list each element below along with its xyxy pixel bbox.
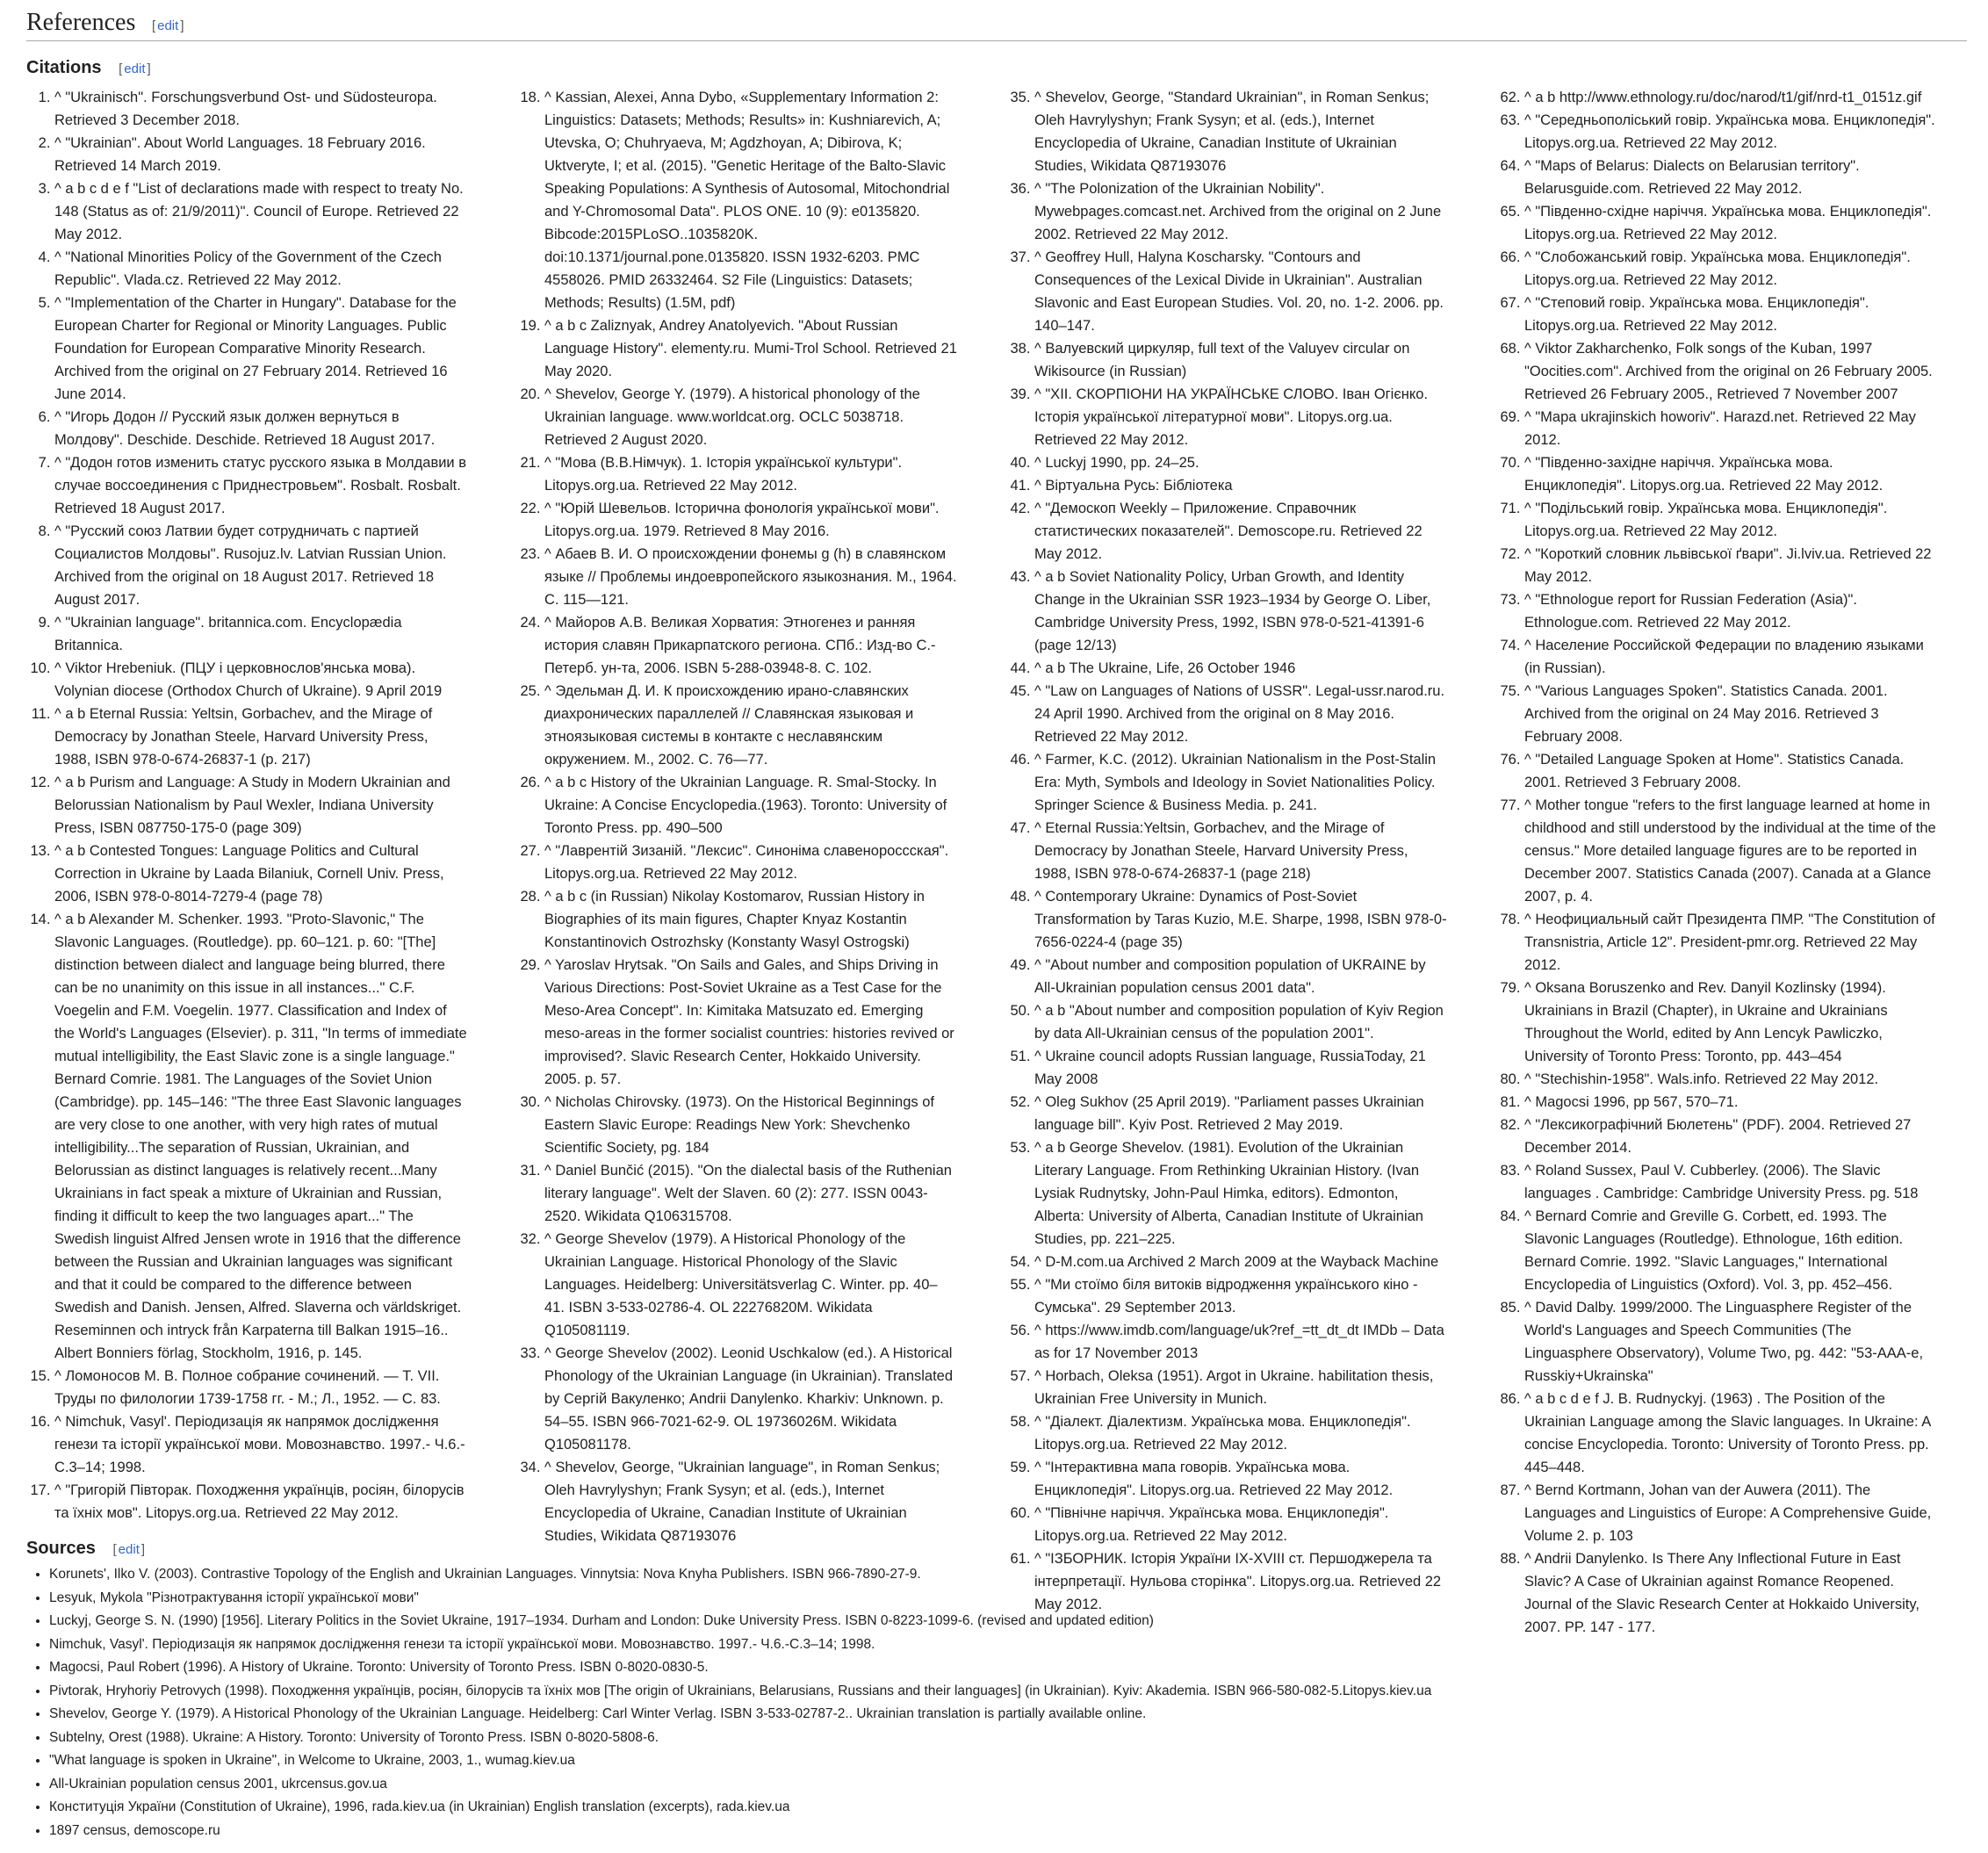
- citation-item[interactable]: 2. ^ "Ukrainian". About World Languages. 18 February 2016. Retrieved 14 March 2019.: [54, 132, 467, 177]
- citation-item[interactable]: 20. ^ Shevelov, George Y. (1979). A historical phonology of the Ukrainian language. www.worldcat.org. OCLC 5038718. Retrieved 2 August 2020.: [544, 383, 957, 451]
- sources-heading: [26, 1539, 145, 1559]
- citation-item[interactable]: 22. ^ "Юрій Шевельов. Історична фонологія української мови". Litopys.org.ua. 1979. Retrieved 8 May 2016.: [544, 497, 957, 543]
- source-item[interactable]: • Luckyj, George S. N. (1990) [1956]. Literary Politics in the Soviet Ukraine, 1917–1934. Durham and London: Duke University Press. ISBN 0-8223-1099-6. (revised and updated edition): [49, 1610, 1958, 1633]
- citation-item[interactable]: 3. ^ a b c d e f "List of declarations made with respect to treaty No. 148 (Status as of: 21/9/2011)". Council of Europe. Retrieved 22 May 2012.: [54, 177, 467, 246]
- citation-item[interactable]: 56. ^ https://www.imdb.com/language/uk?ref_=tt_dt_dt IMDb – Data as for 17 November 2013: [1034, 1319, 1447, 1365]
- citation-item[interactable]: 44. ^ a b The Ukraine, Life, 26 October 1946: [1034, 657, 1447, 680]
- citation-item[interactable]: 62. ^ a b http://www.ethnology.ru/doc/narod/t1/gif/nrd-t1_0151z.gif: [1524, 86, 1937, 109]
- citation-item[interactable]: 55. ^ "Ми стоїмо біля витоків відродження українського кіно - Сумська". 29 September 2013.: [1034, 1273, 1447, 1319]
- citation-item[interactable]: 49. ^ "About number and composition population of UKRAINE by All-Ukrainian population census 2001 data".: [1034, 954, 1447, 999]
- citation-item[interactable]: 88. ^ Andrii Danylenko. Is There Any Inflectional Future in East Slavic? A Case of Ukrainian against Romance Reopened. Journal of the Slavic Research Center at Hokkaido University, 2007. PP. 147 - 177.: [1524, 1547, 1937, 1639]
- citation-item[interactable]: 5. ^ "Implementation of the Charter in Hungary". Database for the European Charter for Regional or Minority Languages. Public Foundation for European Comparative Minority Research. Archived from the original on 27 February 2014. Retrieved 16 June 2014.: [54, 292, 467, 406]
- citation-item[interactable]: 87. ^ Bernd Kortmann, Johan van der Auwera (2011). The Languages and Linguistics of Europe: A Comprehensive Guide, Volume 2. p. 103: [1524, 1479, 1937, 1547]
- references-title: References: [26, 9, 136, 36]
- citation-item[interactable]: 46. ^ Farmer, K.C. (2012). Ukrainian Nationalism in the Post-Stalin Era: Myth, Symbols and Ideology in Soviet Nationalities Policy. Springer Science & Business Media. p. 241.: [1034, 748, 1447, 817]
- citation-item[interactable]: 66. ^ "Слобожанський говір. Українська мова. Енциклопедія". Litopys.org.ua. Retrieved 22 May 2012.: [1524, 246, 1937, 292]
- citation-item[interactable]: 10. ^ Viktor Hrebeniuk. (ПЦУ і церковнослов'янська мова). Volynian diocese (Orthodox Church of Ukraine). 9 April 2019: [54, 657, 467, 703]
- citation-item[interactable]: 54. ^ D-M.com.ua Archived 2 March 2009 at the Wayback Machine: [1034, 1251, 1447, 1273]
- citation-item[interactable]: 74. ^ Население Российской Федерации по владению языками (in Russian).: [1524, 634, 1937, 680]
- citation-item[interactable]: 38. ^ Валуевский циркуляр, full text of the Valuyev circular on Wikisource (in Russian): [1034, 337, 1447, 383]
- source-item[interactable]: • Korunets', Ilko V. (2003). Contrastive Topology of the English and Ukrainian Languages. Vinnytsia: Nova Knyha Publishers. ISBN 966-7890-27-9.: [49, 1563, 1958, 1587]
- citations-column-1: [11, 86, 467, 1525]
- citation-item[interactable]: 9. ^ "Ukrainian language". britannica.com. Encyclopædia Britannica.: [54, 611, 467, 657]
- citation-item[interactable]: 36. ^ "The Polonization of the Ukrainian Nobility". Mywebpages.comcast.net. Archived from the original on 2 June 2002. Retrieved 22 May 2012.: [1034, 177, 1447, 246]
- references-edit: [ edit ]: [151, 18, 184, 33]
- citation-item[interactable]: 84. ^ Bernard Comrie and Greville G. Corbett, ed. 1993. The Slavonic Languages (Routledge). Ethnologue, 16th edition. Bernard Comrie. 1992. "Slavic Languages," International Encyclopedia of Linguistics (Oxford). Vol. 3, pp. 452–456.: [1524, 1205, 1937, 1296]
- citation-item[interactable]: 64. ^ "Maps of Belarus: Dialects on Belarusian territory". Belarusguide.com. Retrieved 22 May 2012.: [1524, 155, 1937, 200]
- citation-item[interactable]: 67. ^ "Степовий говір. Українська мова. Енциклопедія". Litopys.org.ua. Retrieved 22 May 2012.: [1524, 292, 1937, 337]
- source-item[interactable]: • 1897 census, demoscope.ru: [49, 1820, 1958, 1843]
- source-item[interactable]: • Nimchuk, Vasyl'. Періодизація як напрямок дослідження генези та історії української мови. Мовознавство. 1997.- Ч.6.-С.3–14; 1998.: [49, 1633, 1958, 1657]
- citation-item[interactable]: 86. ^ a b c d e f J. B. Rudnyckyj. (1963) . The Position of the Ukrainian Language among the Slavic languages. In Ukraine: A concise Encyclopedia. Toronto: University of Toronto Press. pp. 445–448.: [1524, 1388, 1937, 1479]
- citation-item[interactable]: 69. ^ "Mapa ukrajinskich howoriv". Harazd.net. Retrieved 22 May 2012.: [1524, 406, 1937, 451]
- citation-item[interactable]: 63. ^ "Середньополіський говір. Українська мова. Енциклопедія". Litopys.org.ua. Retrieved 22 May 2012.: [1524, 109, 1937, 155]
- source-item[interactable]: • Magocsi, Paul Robert (1996). A History of Ukraine. Toronto: University of Toronto Press. ISBN 0-8020-0830-5.: [49, 1656, 1958, 1680]
- citation-item[interactable]: 80. ^ "Stechishin-1958". Wals.info. Retrieved 22 May 2012.: [1524, 1068, 1937, 1091]
- citation-item[interactable]: 47. ^ Eternal Russia:Yeltsin, Gorbachev, and the Mirage of Democracy by Jonathan Steele, Harvard University Press, 1988, ISBN 978-0-674-26837-1 (page 218): [1034, 817, 1447, 885]
- citation-item[interactable]: 68. ^ Viktor Zakharchenko, Folk songs of the Kuban, 1997 "Oocities.com". Archived from the original on 26 February 2005. Retrieved 26 February 2005., Retrieved 7 November 2007: [1524, 337, 1937, 406]
- citation-item[interactable]: 81. ^ Magocsi 1996, pp 567, 570–71.: [1524, 1091, 1937, 1114]
- citation-item[interactable]: 78. ^ Неофициальный сайт Президента ПМР. "The Constitution of Transnistria, Article 12". President-pmr.org. Retrieved 22 May 2012.: [1524, 908, 1937, 977]
- citation-item[interactable]: 79. ^ Oksana Boruszenko and Rev. Danyil Kozlinsky (1994). Ukrainians in Brazil (Chapter), in Ukraine and Ukrainians Throughout the World, edited by Ann Lencyk Pawliczko, University of Toronto Press: Toronto, pp. 443–454: [1524, 977, 1937, 1068]
- citation-item[interactable]: 21. ^ "Мова (В.В.Німчук). 1. Історія української культури". Litopys.org.ua. Retrieved 22 May 2012.: [544, 451, 957, 497]
- citations-title: Citations: [26, 58, 102, 77]
- citations-column-2: [501, 86, 957, 1547]
- citation-item[interactable]: 61. ^ "ІЗБОРНИК. Історія України IX-XVIII ст. Першоджерела та інтерпретації. Нульова сторінка". Litopys.org.ua. Retrieved 22 May 2012.: [1034, 1547, 1447, 1616]
- citation-item[interactable]: 29. ^ Yaroslav Hrytsak. "On Sails and Gales, and Ships Driving in Various Directions: Post-Soviet Ukraine as a Test Case for the Meso-Area Concept". In: Kimitaka Matsuzato ed. Emerging meso-areas in the former socialist countries: histories revived or improvised?. Slavic Research Center, Hokkaido University. 2005. p. 57.: [544, 954, 957, 1091]
- citation-item[interactable]: 23. ^ Абаев В. И. О происхождении фонемы g (h) в славянском языке // Проблемы индоевропейского языкознания. М., 1964. С. 115—121.: [544, 543, 957, 611]
- citation-item[interactable]: 76. ^ "Detailed Language Spoken at Home". Statistics Canada. 2001. Retrieved 3 February 2008.: [1524, 748, 1937, 794]
- citations-list-1: [11, 86, 467, 1525]
- source-item[interactable]: • Lesyuk, Mykola "Різнотрактування історії української мови": [49, 1587, 1958, 1611]
- citation-item[interactable]: 70. ^ "Південно-західне наріччя. Українська мова. Енциклопедія". Litopys.org.ua. Retrieved 22 May 2012.: [1524, 451, 1937, 497]
- citation-item[interactable]: 32. ^ George Shevelov (1979). A Historical Phonology of the Ukrainian Language. Historical Phonology of the Slavic Languages. Heidelberg: Universitätsverlag C. Winter. pp. 40–41. ISBN 3-533-02786-4. OL 22276820M. Wikidata Q105081119.: [544, 1228, 957, 1342]
- citation-item[interactable]: 33. ^ George Shevelov (2002). Leonid Uschkalow (ed.). A Historical Phonology of the Ukrainian Language (in Ukrainian). Translated by Сергій Вакуленко; Andrii Danylenko. Kharkiv: Unknown. p. 54–55. ISBN 966-7021-62-9. OL 19736026M. Wikidata Q105081178.: [544, 1342, 957, 1456]
- citation-item[interactable]: 77. ^ Mother tongue "refers to the first language learned at home in childhood and still understood by the individual at the time of the census." More detailed language figures are to be reported in December 2007. Statistics Canada (2007). Canada at a Glance 2007, p. 4.: [1524, 794, 1937, 908]
- citations-heading: [26, 58, 151, 78]
- references-edit-link[interactable]: edit: [157, 18, 179, 33]
- source-item[interactable]: • Shevelov, George Y. (1979). A Historical Phonology of the Ukrainian Language. Heidelberg: Carl Winter Verlag. ISBN 3-533-02787-2.. Ukrainian translation is partially available online.: [49, 1703, 1958, 1727]
- citation-item[interactable]: 73. ^ "Ethnologue report for Russian Federation (Asia)". Ethnologue.com. Retrieved 22 May 2012.: [1524, 588, 1937, 634]
- citation-item[interactable]: 11. ^ a b Eternal Russia: Yeltsin, Gorbachev, and the Mirage of Democracy by Jonathan Steele, Harvard University Press, 1988, ISBN 978-0-674-26837-1 (p. 217): [54, 703, 467, 771]
- citation-item[interactable]: 12. ^ a b Purism and Language: A Study in Modern Ukrainian and Belorussian Nationalism by Paul Wexler, Indiana University Press, ISBN 087750-175-0 (page 309): [54, 771, 467, 840]
- citation-item[interactable]: 25. ^ Эдельман Д. И. К происхождению ирано-славянских диахронических параллелей // Славянская языковая и этноязыковая системы в контакте с неславянским окружением. М., 2002. С. 76—77.: [544, 680, 957, 771]
- citation-item[interactable]: 42. ^ "Демоскоп Weekly – Приложение. Справочник статистических показателей". Demoscope.ru. Retrieved 22 May 2012.: [1034, 497, 1447, 566]
- citations-edit-link[interactable]: edit: [124, 61, 146, 76]
- citation-item[interactable]: 34. ^ Shevelov, George, "Ukrainian language", in Roman Senkus; Oleh Havrylyshyn; Frank Sysyn; et al. (eds.), Internet Encyclopedia of Ukraine, Canadian Institute of Ukrainian Studies, Wikidata Q87193076: [544, 1456, 957, 1547]
- citation-item[interactable]: 6. ^ "Игорь Додон // Русский язык должен вернуться в Молдову". Deschide. Deschide. Retrieved 18 August 2017.: [54, 406, 467, 451]
- citation-item[interactable]: 58. ^ "Діалект. Діалектизм. Українська мова. Енциклопедія". Litopys.org.ua. Retrieved 22 May 2012.: [1034, 1410, 1447, 1456]
- citation-item[interactable]: 26. ^ a b c History of the Ukrainian Language. R. Smal-Stocky. In Ukraine: A Concise Encyclopedia.(1963). Toronto: University of Toronto Press. pp. 490–500: [544, 771, 957, 840]
- citation-item[interactable]: 51. ^ Ukraine council adopts Russian language, RussiaToday, 21 May 2008: [1034, 1045, 1447, 1091]
- citation-item[interactable]: 60. ^ "Північне наріччя. Українська мова. Енциклопедія". Litopys.org.ua. Retrieved 22 May 2012.: [1034, 1502, 1447, 1547]
- citation-item[interactable]: 45. ^ "Law on Languages of Nations of USSR". Legal-ussr.narod.ru. 24 April 1990. Archived from the original on 8 May 2016. Retrieved 22 May 2012.: [1034, 680, 1447, 748]
- source-item[interactable]: • Subtelny, Orest (1988). Ukraine: A History. Toronto: University of Toronto Press. ISBN 0-8020-5808-6.: [49, 1727, 1958, 1750]
- citations-list-4: [1480, 86, 1937, 1639]
- source-item[interactable]: • All-Ukrainian population census 2001, ukrcensus.gov.ua: [49, 1773, 1958, 1797]
- citation-item[interactable]: 24. ^ Майоров А.В. Великая Хорватия: Этногенез и ранняя история славян Прикарпатского региона. СПб.: Изд-во С.-Петерб. ун-та, 2006. ISBN 5-288-03948-8. С. 102.: [544, 611, 957, 680]
- sources-list: [26, 1563, 1958, 1842]
- citation-item[interactable]: 13. ^ a b Contested Tongues: Language Politics and Cultural Correction in Ukraine by Laada Bilaniuk, Cornell Univ. Press, 2006, ISBN 978-0-8014-7279-4 (page 78): [54, 840, 467, 908]
- citations-list-3: [990, 86, 1447, 1616]
- citation-item[interactable]: 4. ^ "National Minorities Policy of the Government of the Czech Republic". Vlada.cz. Retrieved 22 May 2012.: [54, 246, 467, 292]
- citation-item[interactable]: 83. ^ Roland Sussex, Paul V. Cubberley. (2006). The Slavic languages . Cambridge: Cambridge University Press. pg. 518: [1524, 1159, 1937, 1205]
- citation-item[interactable]: 40. ^ Luckyj 1990, pp. 24–25.: [1034, 451, 1447, 474]
- source-item[interactable]: • "What language is spoken in Ukraine", in Welcome to Ukraine, 2003, 1., wumag.kiev.ua: [49, 1749, 1958, 1773]
- citation-item[interactable]: 85. ^ David Dalby. 1999/2000. The Linguasphere Register of the World's Languages and Speech Communities (The Linguasphere Observatory), Volume Two, pg. 442: "53-AAA-e, Russkiy+Ukrainska": [1524, 1296, 1937, 1388]
- citations-column-3: [990, 86, 1447, 1616]
- citation-item[interactable]: 59. ^ "Інтерактивна мапа говорів. Українська мова. Енциклопедія". Litopys.org.ua. Retrieved 22 May 2012.: [1034, 1456, 1447, 1502]
- citation-item[interactable]: 28. ^ a b c (in Russian) Nikolay Kostomarov, Russian History in Biographies of its main figures, Chapter Knyaz Kostantin Konstantinovich Ostrozhsky (Konstanty Wasyl Ostrogski): [544, 885, 957, 954]
- citation-item[interactable]: 27. ^ "Лаврентій Зизаній. "Лексис". Синоніма славенороссская". Litopys.org.ua. Retrieved 22 May 2012.: [544, 840, 957, 885]
- citations-edit: [ edit ]: [119, 61, 151, 76]
- source-item[interactable]: • Конституція України (Constitution of Ukraine), 1996, rada.kiev.ua (in Ukrainian) English translation (excerpts), rada.kiev.ua: [49, 1796, 1958, 1820]
- citation-item[interactable]: 48. ^ Contemporary Ukraine: Dynamics of Post-Soviet Transformation by Taras Kuzio, M.E. Sharpe, 1998, ISBN 978-0-7656-0224-4 (page 35): [1034, 885, 1447, 954]
- citation-item[interactable]: 18. ^ Kassian, Alexei, Anna Dybo, «Supplementary Information 2: Linguistics: Datasets; Methods; Results» in: Kushniarevich, A; Utevska, O; Chuhryaeva, M; Agdzhoyan, A; Dibirova, K; Uktveryte, I; et al. (2015). "Genetic Heritage of the Balto-Slavic Speaking Populations: A Synthesis of Autosomal, Mitochondrial and Y-Chromosomal Data". PLOS ONE. 10 (9): e0135820. Bibcode:2015PLoSO..1035820K. doi:10.1371/journal.pone.0135820. ISSN 1932-6203. PMC 4558026. PMID 26332464. S2 File (Linguistics: Datasets; Methods; Results) (1.5M, pdf): [544, 86, 957, 314]
- citation-item[interactable]: 39. ^ "XII. СКОРПІОНИ НА УКРАЇНСЬКЕ СЛОВО. Іван Огієнко. Історія української літературної мови". Litopys.org.ua. Retrieved 22 May 2012.: [1034, 383, 1447, 451]
- citation-item[interactable]: 37. ^ Geoffrey Hull, Halyna Koscharsky. "Contours and Consequences of the Lexical Divide in Ukrainian". Australian Slavonic and East European Studies. Vol. 20, no. 1-2. 2006. pp. 140–147.: [1034, 246, 1447, 337]
- citation-item[interactable]: 14. ^ a b Alexander M. Schenker. 1993. "Proto-Slavonic," The Slavonic Languages. (Routledge). pp. 60–121. p. 60: "[The] distinction between dialect and language being blurred, there can be no unanimity on this issue in all instances..." C.F. Voegelin and F.M. Voegelin. 1977. Classification and Index of the World's Languages (Elsevier). p. 311, "In terms of immediate mutual intelligibility, the East Slavic zone is a single language." Bernard Comrie. 1981. The Languages of the Soviet Union (Cambridge). pp. 145–146: "The three East Slavonic languages are very close to one another, with very high rates of mutual intelligibility...The separation of Russian, Ukrainian, and Belorussian as distinct languages is relatively recent...Many Ukrainians in fact speak a mixture of Ukrainian and Russian, finding it difficult to keep the two languages apart..." The Swedish linguist Alfred Jensen wrote in 1916 that the difference between the Russian and Ukrainian languages was significant and that it could be compared to the difference between Swedish and Danish. Jensen, Alfred. Slaverna och världskriget. Reseminnen och intryck från Karpaterna till Balkan 1915–16.. Albert Bonniers förlag, Stockholm, 1916, p. 145.: [54, 908, 467, 1365]
- citation-item[interactable]: 75. ^ "Various Languages Spoken". Statistics Canada. 2001. Archived from the original on 24 May 2016. Retrieved 3 February 2008.: [1524, 680, 1937, 748]
- citations-column-4: [1480, 86, 1937, 1639]
- citation-item[interactable]: 72. ^ "Короткий словник львівської ґвари". Ji.lviv.ua. Retrieved 22 May 2012.: [1524, 543, 1937, 588]
- citation-item[interactable]: 30. ^ Nicholas Chirovsky. (1973). On the Historical Beginnings of Eastern Slavic Europe: Readings New York: Shevchenko Scientific Society, pg. 184: [544, 1091, 957, 1159]
- sources-edit: [ edit ]: [112, 1542, 146, 1557]
- references-heading: [26, 9, 1967, 41]
- source-item[interactable]: • Pivtorak, Hryhoriy Petrovych (1998). Походження українців, росіян, білорусів та їхніх мов [The origin of Ukrainians, Belarusians, Russians and their languages] (in Ukrainian). Kyiv: Akademia. ISBN 966-580-082-5.Litopys.kiev.ua: [49, 1680, 1958, 1704]
- citations-list-2: [501, 86, 957, 1547]
- citation-item[interactable]: 71. ^ "Подільський говір. Українська мова. Енциклопедія". Litopys.org.ua. Retrieved 22 May 2012.: [1524, 497, 1937, 543]
- citation-item[interactable]: 82. ^ "Лексикографічний Бюлетень" (PDF). 2004. Retrieved 27 December 2014.: [1524, 1114, 1937, 1159]
- citation-item[interactable]: 52. ^ Oleg Sukhov (25 April 2019). "Parliament passes Ukrainian language bill". Kyiv Post. Retrieved 2 May 2019.: [1034, 1091, 1447, 1136]
- citation-item[interactable]: 43. ^ a b Soviet Nationality Policy, Urban Growth, and Identity Change in the Ukrainian SSR 1923–1934 by George O. Liber, Cambridge University Press, 1992, ISBN 978-0-521-41391-6 (page 12/13): [1034, 566, 1447, 657]
- citation-item[interactable]: 16. ^ Nimchuk, Vasyl'. Періодизація як напрямок дослідження генези та історії української мови. Мовознавство. 1997.- Ч.6.-С.3–14; 1998.: [54, 1410, 467, 1479]
- citation-item[interactable]: 53. ^ a b George Shevelov. (1981). Evolution of the Ukrainian Literary Language. From Rethinking Ukrainian History. (Ivan Lysiak Rudnytsky, John-Paul Himka, editors). Edmonton, Alberta: University of Alberta, Canadian Institute of Ukrainian Studies, pp. 221–225.: [1034, 1136, 1447, 1251]
- sources-title: Sources: [26, 1539, 96, 1558]
- citation-item[interactable]: 41. ^ Віртуальна Русь: Бібліотека: [1034, 474, 1447, 497]
- citation-item[interactable]: 35. ^ Shevelov, George, "Standard Ukrainian", in Roman Senkus; Oleh Havrylyshyn; Frank Sysyn; et al. (eds.), Internet Encyclopedia of Ukraine, Canadian Institute of Ukrainian Studies, Wikidata Q87193076: [1034, 86, 1447, 177]
- citation-item[interactable]: 1. ^ "Ukrainisch". Forschungsverbund Ost- und Südosteuropa. Retrieved 3 December 2018.: [54, 86, 467, 132]
- citation-item[interactable]: 15. ^ Ломоносов М. В. Полное собрание сочинений. — Т. VII. Труды по филологии 1739-1758 гг. - М.; Л., 1952. — С. 83.: [54, 1365, 467, 1410]
- sources-section: [26, 1563, 1958, 1842]
- citation-item[interactable]: 65. ^ "Південно-східне наріччя. Українська мова. Енциклопедія". Litopys.org.ua. Retrieved 22 May 2012.: [1524, 200, 1937, 246]
- citation-item[interactable]: 57. ^ Horbach, Oleksa (1951). Argot in Ukraine. habilitation thesis, Ukrainian Free University in Munich.: [1034, 1365, 1447, 1410]
- sources-edit-link[interactable]: edit: [118, 1542, 140, 1557]
- citation-item[interactable]: 50. ^ a b "About number and composition population of Kyiv Region by data All-Ukrainian census of the population 2001".: [1034, 999, 1447, 1045]
- citation-item[interactable]: 8. ^ "Русский союз Латвии будет сотрудничать с партией Социалистов Молдовы". Rusojuz.lv. Latvian Russian Union. Archived from the original on 18 August 2017. Retrieved 18 August 2017.: [54, 520, 467, 611]
- citation-item[interactable]: 17. ^ "Григорій Півторак. Походження українців, росіян, білорусів та їхніх мов". Litopys.org.ua. Retrieved 22 May 2012.: [54, 1479, 467, 1525]
- citation-item[interactable]: 31. ^ Daniel Bunčić (2015). "On the dialectal basis of the Ruthenian literary language". Welt der Slaven. 60 (2): 277. ISSN 0043-2520. Wikidata Q106315708.: [544, 1159, 957, 1228]
- citation-item[interactable]: 19. ^ a b c Zaliznyak, Andrey Anatolyevich. "About Russian Language History". elementy.ru. Mumi-Trol School. Retrieved 21 May 2020.: [544, 314, 957, 383]
- citation-item[interactable]: 7. ^ "Додон готов изменить статус русского языка в Молдавии в случае воссоединения с Приднестровьем". Rosbalt. Rosbalt. Retrieved 18 August 2017.: [54, 451, 467, 520]
